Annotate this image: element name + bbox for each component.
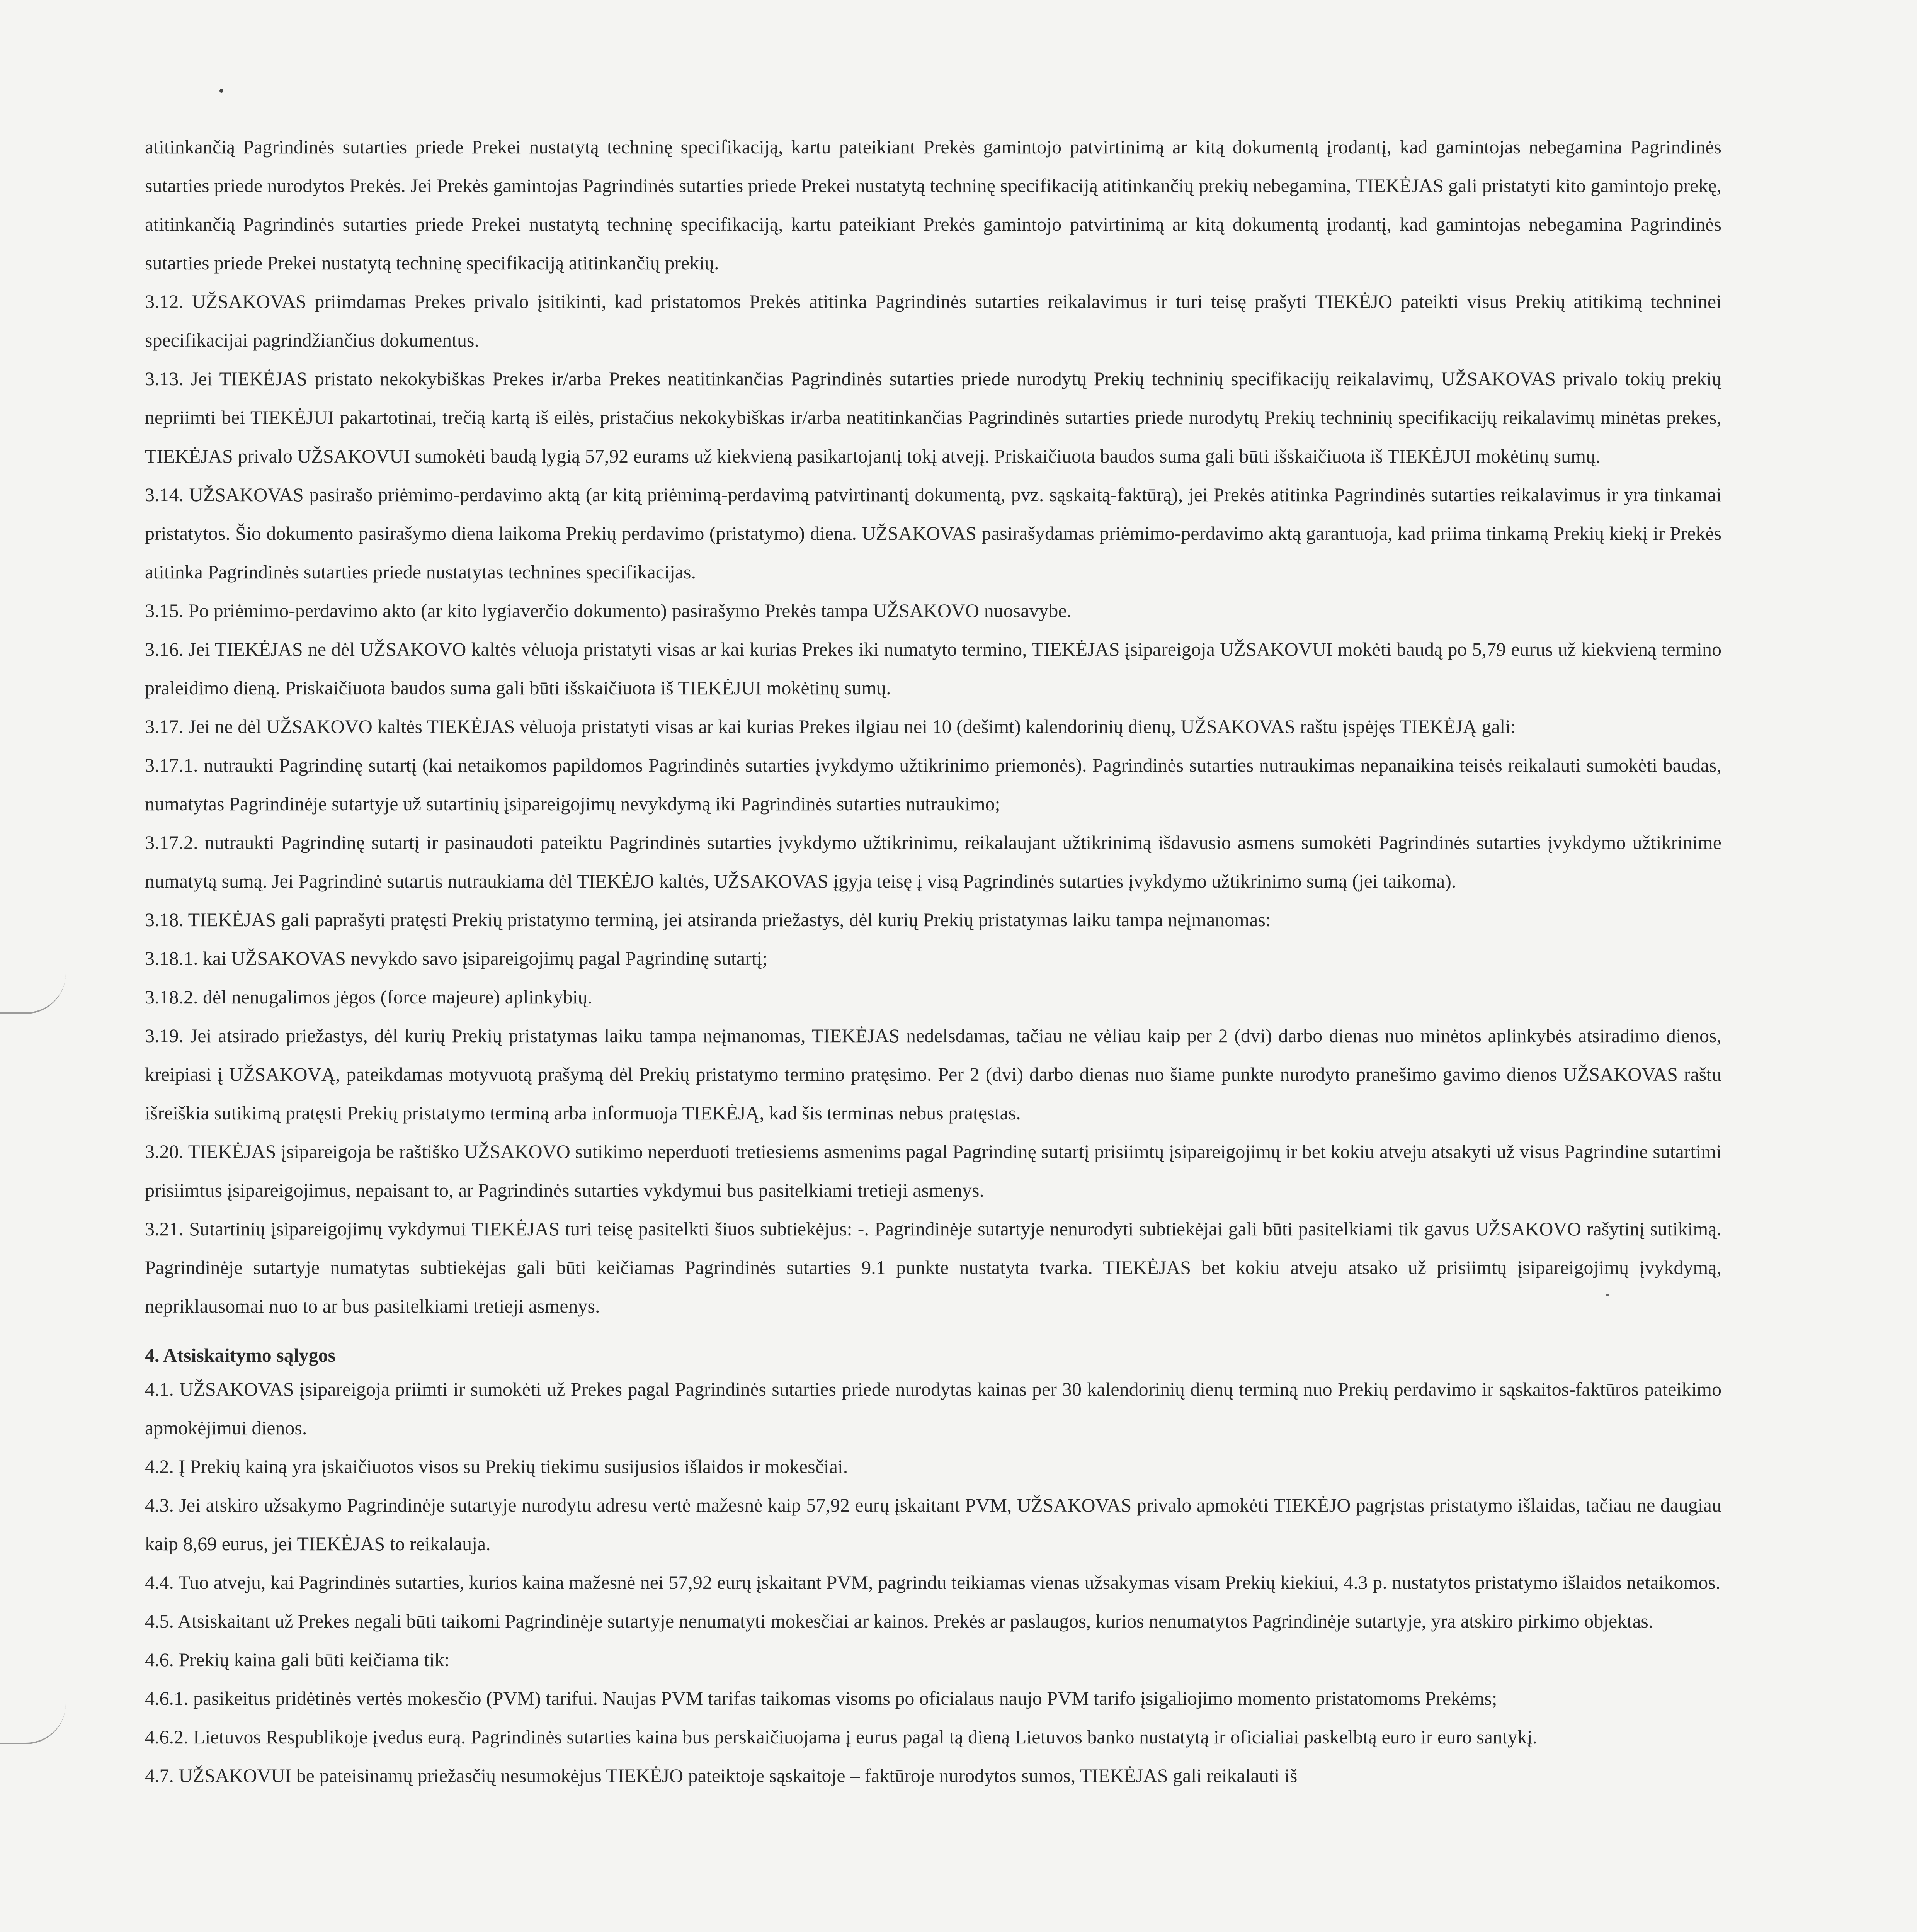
clause-4-5: 4.5. Atsiskaitant už Prekes negali būti taikomi Pagrindinėje sutartyje nenumatyti mokesčiai ar kainos. Prekės ar paslaugos, kurios nenumatytos Pagrindinėje sutartyje, yra atskiro pirkimo objektas. bbox=[145, 1610, 1653, 1632]
clause-3-13: 3.13. Jei TIEKĖJAS pristato nekokybiškas Prekes ir/arba Prekes neatitinkančias Pagrindinės sutarties priede nurodytų Prekių techninių specifikacijų reikalavimų, UŽSAKOVAS privalo tokių prekių nepriimti bei TIEKĖJUI pakartotinai, trečią kartą iš eilės, pristačius nekokybiškas ir/arba neatitinkančias Pagrindinės sutarties priede nurodytų Prekių techninių specifikacijų reikalavimų minėtas prekes, TIEKĖJAS privalo UŽSAKOVUI sumokėti baudą lygią 57,92 eurams už kiekvieną pasikartojantį tokį atvejį. Priskaičiuota baudos suma gali būti išskaičiuota iš TIEKĖJUI mokėtinų sumų. bbox=[145, 368, 1721, 467]
clause-4-7: 4.7. UŽSAKOVUI be pateisinamų priežasčių nesumokėjus TIEKĖJO pateiktoje sąskaitoje – faktūroje nurodytos sumos, TIEKĖJAS gali reikalauti iš bbox=[145, 1765, 1298, 1786]
clause-3-16: 3.16. Jei TIEKĖJAS ne dėl UŽSAKOVO kaltės vėluoja pristatyti visas ar kai kurias Prekes iki numatyto termino, TIEKĖJAS įsipareigoja UŽSAKOVUI mokėti baudą po 5,79 eurus už kiekvieną termino praleidimo dieną. Priskaičiuota baudos suma gali būti išskaičiuota iš TIEKĖJUI mokėtinų sumų. bbox=[145, 638, 1721, 699]
clause-3-12: 3.12. UŽSAKOVAS priimdamas Prekes privalo įsitikinti, kad pristatomos Prekės atitinka Pagrindinės sutarties reikalavimus ir turi teisę prašyti TIEKĖJO pateikti visus Prekių atitikimą techninei specifikacijai pagrindžiančius dokumentus. bbox=[145, 291, 1721, 351]
clause-3-14: 3.14. UŽSAKOVAS pasirašo priėmimo-perdavimo aktą (ar kitą priėmimą-perdavimą patvirtinantį dokumentą, pvz. sąskaitą-faktūrą), jei Prekės atitinka Pagrindinės sutarties reikalavimus ir yra tinkamai pristatytos. Šio dokumento pasirašymo diena laikoma Prekių perdavimo (pristatymo) diena. UŽSAKOVAS pasirašydamas priėmimo-perdavimo aktą garantuoja, kad priima tinkamą Prekių kiekį ir Prekės atitinka Pagrindinės sutarties priede nustatytas technines specifikacijas. bbox=[145, 484, 1721, 583]
clause-3-20: 3.20. TIEKĖJAS įsipareigoja be raštiško UŽSAKOVO sutikimo neperduoti tretiesiems asmenims pagal Pagrindinę sutartį prisiimtų įsipareigojimų ir bet kokiu atveju atsakyti už visus Pagrindine sutartimi prisiimtus įsipareigojimus, nepaisant to, ar Pagrindinės sutarties vykdymui bus pasitelkiami tretieji asmenys. bbox=[145, 1141, 1721, 1201]
paragraph: atitinkančią Pagrindinės sutarties priede Prekei nustatytą techninę specifikaciją, kartu pateikiant Prekės gamintojo patvirtinimą ar kitą dokumentą įrodantį, kad gamintojas nebegamina Pagrindinės sutarties priede nurodytos Prekės. Jei Prekės gamintojas Pagrindinės sutarties priede Prekei nustatytą techninę specifikaciją atitinkančių prekių nebegamina, TIEKĖJAS gali pristatyti kito gamintojo prekę, atitinkančią Pagrindinės sutarties priede Prekei nustatytą techninę specifikaciją, kartu pateikiant Prekės gamintojo patvirtinimą ar kitą dokumentą įrodantį, kad gamintojas nebegamina Pagrindinės sutarties priede Prekei nustatytą techninę specifikaciją atitinkančių prekių. bbox=[145, 136, 1721, 274]
clause-4-1: 4.1. UŽSAKOVAS įsipareigoja priimti ir sumokėti už Prekes pagal Pagrindinės sutarties priede nurodytas kainas per 30 kalendorinių dienų terminą nuo Prekių perdavimo ir sąskaitos-faktūros pateikimo apmokėjimui dienos. bbox=[145, 1378, 1721, 1439]
clause-3-18: 3.18. TIEKĖJAS gali paprašyti pratęsti Prekių pristatymo terminą, jei atsiranda priežastys, dėl kurių Prekių pristatymas laiku tampa neįmanomas: bbox=[145, 909, 1271, 930]
clause-4-3: 4.3. Jei atskiro užsakymo Pagrindinėje sutartyje nurodytu adresu vertė mažesnė kaip 57,92 eurų įskaitant PVM, UŽSAKOVAS privalo apmokėti TIEKĖJO pagrįstas pristatymo išlaidas, tačiau ne daugiau kaip 8,69 eurus, jei TIEKĖJAS to reikalauja. bbox=[145, 1494, 1721, 1554]
clause-4-2: 4.2. Į Prekių kainą yra įskaičiuotos visos su Prekių tiekimu susijusios išlaidos ir mokesčiai. bbox=[145, 1456, 848, 1477]
document-body bbox=[145, 128, 1721, 1795]
clause-3-18-2: 3.18.2. dėl nenugalimos jėgos (force majeure) aplinkybių. bbox=[145, 986, 593, 1008]
clause-3-17-1: 3.17.1. nutraukti Pagrindinę sutartį (kai netaikomos papildomos Pagrindinės sutarties įvykdymo užtikrinimo priemonės). Pagrindinės sutarties nutraukimas nepanaikina teisės reikalauti sumokėti baudas, numatytas Pagrindinėje sutartyje už sutartinių įsipareigojimų nevykdymą iki Pagrindinės sutarties nutraukimo; bbox=[145, 754, 1721, 815]
scan-speck bbox=[219, 89, 223, 93]
clause-4-6-1: 4.6.1. pasikeitus pridėtinės vertės mokesčio (PVM) tarifui. Naujas PVM tarifas taikomas visoms po oficialaus naujo PVM tarifo įsigaliojimo momento pristatomoms Prekėms; bbox=[145, 1687, 1497, 1709]
clause-3-15: 3.15. Po priėmimo-perdavimo akto (ar kito lygiaverčio dokumento) pasirašymo Prekės tampa UŽSAKOVO nuosavybe. bbox=[145, 600, 1072, 621]
clause-3-17: 3.17. Jei ne dėl UŽSAKOVO kaltės TIEKĖJAS vėluoja pristatyti visas ar kai kurias Prekes ilgiau nei 10 (dešimt) kalendorinių dienų, UŽSAKOVAS raštu įspėjęs TIEKĖJĄ gali: bbox=[145, 716, 1516, 737]
clause-3-17-2: 3.17.2. nutraukti Pagrindinę sutartį ir pasinaudoti pateiktu Pagrindinės sutarties įvykdymo užtikrinimu, reikalaujant užtikrinimą išdavusio asmens sumokėti Pagrindinės sutarties įvykdymo užtikrinime numatytą sumą. Jei Pagrindinė sutartis nutraukiama dėl TIEKĖJO kaltės, UŽSAKOVAS įgyja teisę į visą Pagrindinės sutarties įvykdymo užtikrinimo sumą (jei taikoma). bbox=[145, 832, 1721, 892]
clause-4-4: 4.4. Tuo atveju, kai Pagrindinės sutarties, kurios kaina mažesnė nei 57,92 eurų įskaitant PVM, pagrindu teikiamas vienas užsakymas visam Prekių kiekiui, 4.3 p. nustatytos pristatymo išlaidos netaikomos. bbox=[145, 1571, 1721, 1593]
clause-4-6-2: 4.6.2. Lietuvos Respublikoje įvedus eurą. Pagrindinės sutarties kaina bus perskaičiuojama į eurus pagal tą dieną Lietuvos banko nustatytą ir oficialiai paskelbtą euro ir euro santykį. bbox=[145, 1726, 1538, 1748]
clause-3-18-1: 3.18.1. kai UŽSAKOVAS nevykdo savo įsipareigojimų pagal Pagrindinę sutartį; bbox=[145, 947, 768, 969]
punch-hole-mark bbox=[0, 1704, 66, 1744]
clause-3-19: 3.19. Jei atsirado priežastys, dėl kurių Prekių pristatymas laiku tampa neįmanomas, TIEKĖJAS nedelsdamas, tačiau ne vėliau kaip per 2 (dvi) darbo dienas nuo minėtos aplinkybės atsiradimo dienos, kreipiasi į UŽSAKOVĄ, pateikdamas motyvuotą prašymą dėl Prekių pristatymo termino pratęsimo. Per 2 (dvi) darbo dienas nuo šiame punkte nurodyto pranešimo gavimo dienos UŽSAKOVAS raštu išreiškia sutikimą pratęsti Prekių pristatymo terminą arba informuoja TIEKĖJĄ, kad šis terminas nebus pratęstas. bbox=[145, 1025, 1721, 1124]
section-heading: 4. Atsiskaitymo sąlygos bbox=[145, 1344, 336, 1366]
clause-4-6: 4.6. Prekių kaina gali būti keičiama tik: bbox=[145, 1649, 450, 1670]
clause-3-21: 3.21. Sutartinių įsipareigojimų vykdymui TIEKĖJAS turi teisę pasitelkti šiuos subtiekėjus: -. Pagrindinėje sutartyje nenurodyti subtiekėjai gali būti pasitelkiami tik gavus UŽSAKOVO rašytinį sutikimą. Pagrindinėje sutartyje numatytas subtiekėjas gali būti keičiamas Pagrindinės sutarties 9.1 punkte nustatyta tvarka. TIEKĖJAS bet kokiu atveju atsako už prisiimtų įsipareigojimų įvykdymą, nepriklausomai nuo to ar bus pasitelkiami tretieji asmenys. bbox=[145, 1218, 1721, 1317]
punch-hole-mark bbox=[0, 974, 66, 1014]
